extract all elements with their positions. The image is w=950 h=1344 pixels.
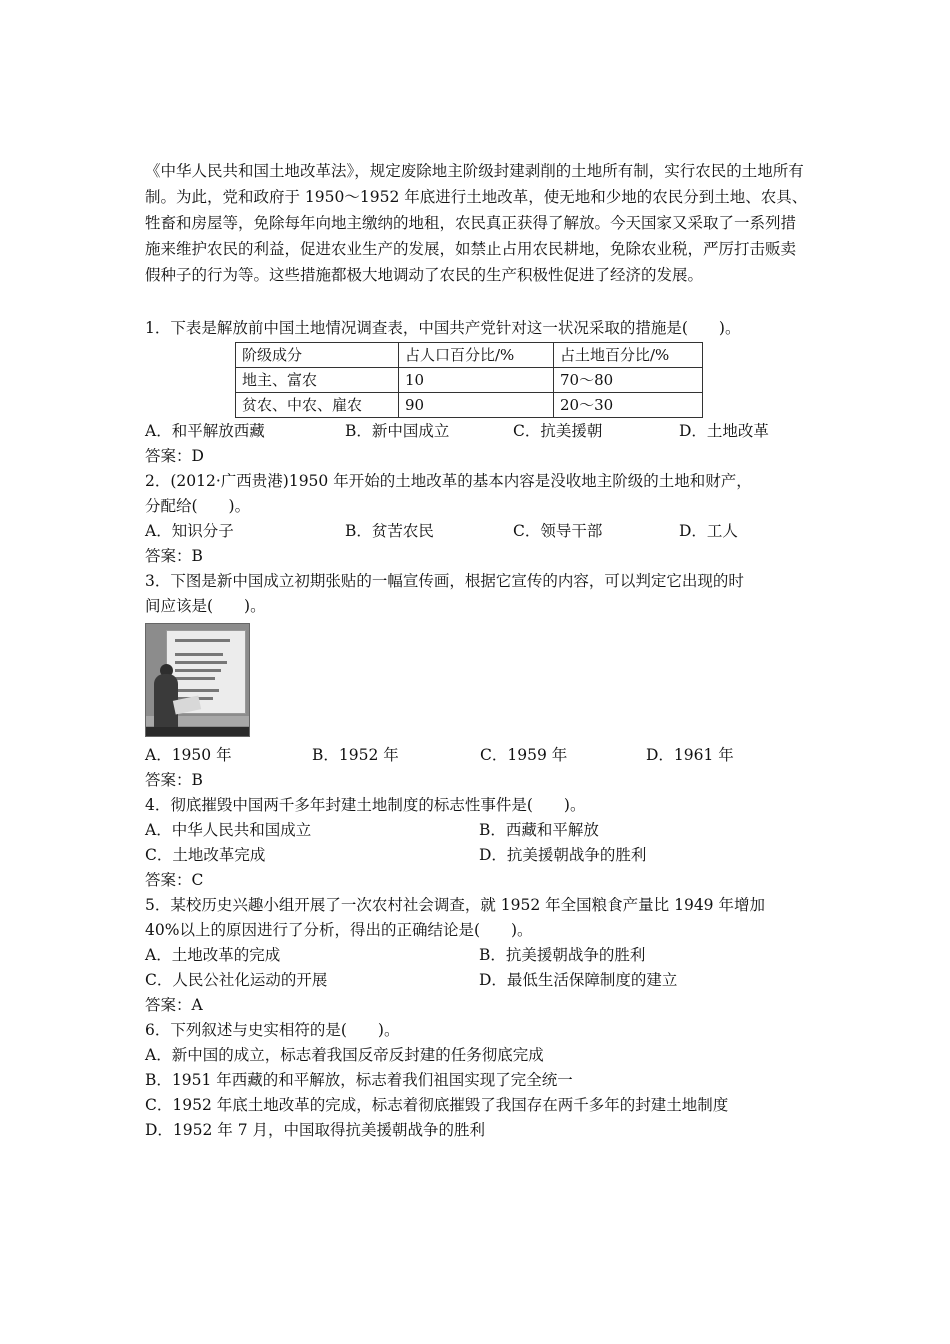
question-stem-cont: 40%以上的原因进行了分析，得出的正确结论是( )。: [145, 921, 533, 939]
option-b: B．新中国成立: [345, 422, 450, 440]
table-header-cell: 阶级成分: [236, 343, 399, 368]
option-a: A．新中国的成立，标志着我国反帝反封建的任务彻底完成: [145, 1046, 544, 1064]
option-c: C．1952 年底土地改革的完成，标志着彻底摧毁了我国存在两千多年的封建土地制度: [145, 1096, 729, 1114]
question-stem: 1．下表是解放前中国土地情况调查表，中国共产党针对这一状况采取的措施是( )。: [145, 319, 741, 337]
question-1: [145, 316, 810, 469]
options-row: [145, 818, 810, 843]
option-a: A．土地改革的完成: [145, 946, 281, 964]
table-cell: 70～80: [554, 368, 703, 393]
option-d: D．土地改革: [679, 422, 769, 440]
answer: 答案：C: [145, 871, 204, 889]
options-row: [145, 968, 810, 993]
option-d: D．抗美援朝战争的胜利: [479, 846, 647, 864]
table-cell: 10: [399, 368, 554, 393]
options-row: [145, 743, 810, 768]
table-cell: 地主、富农: [236, 368, 399, 393]
option-a: A．1950 年: [145, 746, 232, 764]
table-cell: 贫农、中农、雇农: [236, 393, 399, 418]
answer: 答案：B: [145, 771, 203, 789]
option-b: B．西藏和平解放: [479, 821, 599, 839]
options-row: [145, 843, 810, 868]
options-row: [145, 519, 810, 544]
option-b: B．贫苦农民: [345, 522, 434, 540]
question-stem-cont: 间应该是( )。: [145, 597, 266, 615]
answer: 答案：D: [145, 447, 204, 465]
option-a: A．中华人民共和国成立: [145, 821, 312, 839]
option-c: C．土地改革完成: [145, 846, 266, 864]
table-header-row: [236, 343, 703, 368]
table-header-cell: 占土地百分比/%: [554, 343, 703, 368]
land-survey-table: [235, 342, 703, 418]
question-3: [145, 569, 810, 793]
poster-caption-band: [146, 727, 249, 736]
question-5: [145, 893, 810, 1018]
table-header-cell: 占人口百分比/%: [399, 343, 554, 368]
option-c: C．领导干部: [513, 522, 603, 540]
document-page: [145, 158, 810, 1143]
table-cell: 90: [399, 393, 554, 418]
question-stem: 4．彻底摧毁中国两千多年封建土地制度的标志性事件是( )。: [145, 796, 586, 814]
option-d: D．最低生活保障制度的建立: [479, 971, 678, 989]
table-row: [236, 368, 703, 393]
option-c: C．抗美援朝: [513, 422, 603, 440]
intro-paragraph: 《中华人民共和国土地改革法》，规定废除地主阶级封建剥削的土地所有制，实行农民的土地所有制。为此，党和政府于 1950～1952 年底进行土地改革，使无地和少地的农民分到土地、农具、牲畜和房屋等，免除每年向地主缴纳的地租，农民真正获得了解放。今天国家又采取了一系列措施来维护农民的利益，促进农业生产的发展，如禁止占用农民耕地，免除农业税，严厉打击贩卖假种子的行为等。这些措施都极大地调动了农民的生产积极性促进了经济的发展。: [145, 162, 808, 284]
table-cell: 20～30: [554, 393, 703, 418]
option-a: A．知识分子: [145, 522, 234, 540]
option-d: D．工人: [679, 522, 738, 540]
question-stem-cont: 分配给( )。: [145, 497, 251, 515]
options-row: [145, 419, 810, 444]
question-stem: 2．(2012·广西贵港)1950 年开始的土地改革的基本内容是没收地主阶级的土地和财产，: [145, 472, 752, 490]
option-b: B．1952 年: [312, 746, 399, 764]
question-stem: 5．某校历史兴趣小组开展了一次农村社会调查，就 1952 年全国粮食产量比 1949 年增加: [145, 896, 765, 914]
answer: 答案：B: [145, 547, 203, 565]
option-b: B．1951 年西藏的和平解放，标志着我们祖国实现了完全统一: [145, 1071, 573, 1089]
question-4: [145, 793, 810, 893]
option-c: C．人民公社化运动的开展: [145, 971, 328, 989]
option-c: C．1959 年: [480, 746, 568, 764]
question-stem: 6．下列叙述与史实相符的是( )。: [145, 1021, 400, 1039]
question-2: [145, 469, 810, 569]
answer: 答案：A: [145, 996, 203, 1014]
propaganda-poster-image: [145, 623, 250, 737]
options-row: [145, 943, 810, 968]
question-stem: 3．下图是新中国成立初期张贴的一幅宣传画，根据它宣传的内容，可以判定它出现的时: [145, 572, 744, 590]
question-6: [145, 1018, 810, 1143]
spacer: [145, 288, 810, 316]
table-row: [236, 393, 703, 418]
option-d: D．1961 年: [646, 746, 734, 764]
option-b: B．抗美援朝战争的胜利: [479, 946, 646, 964]
option-a: A．和平解放西藏: [145, 422, 265, 440]
option-d: D．1952 年 7 月，中国取得抗美援朝战争的胜利: [145, 1121, 486, 1139]
